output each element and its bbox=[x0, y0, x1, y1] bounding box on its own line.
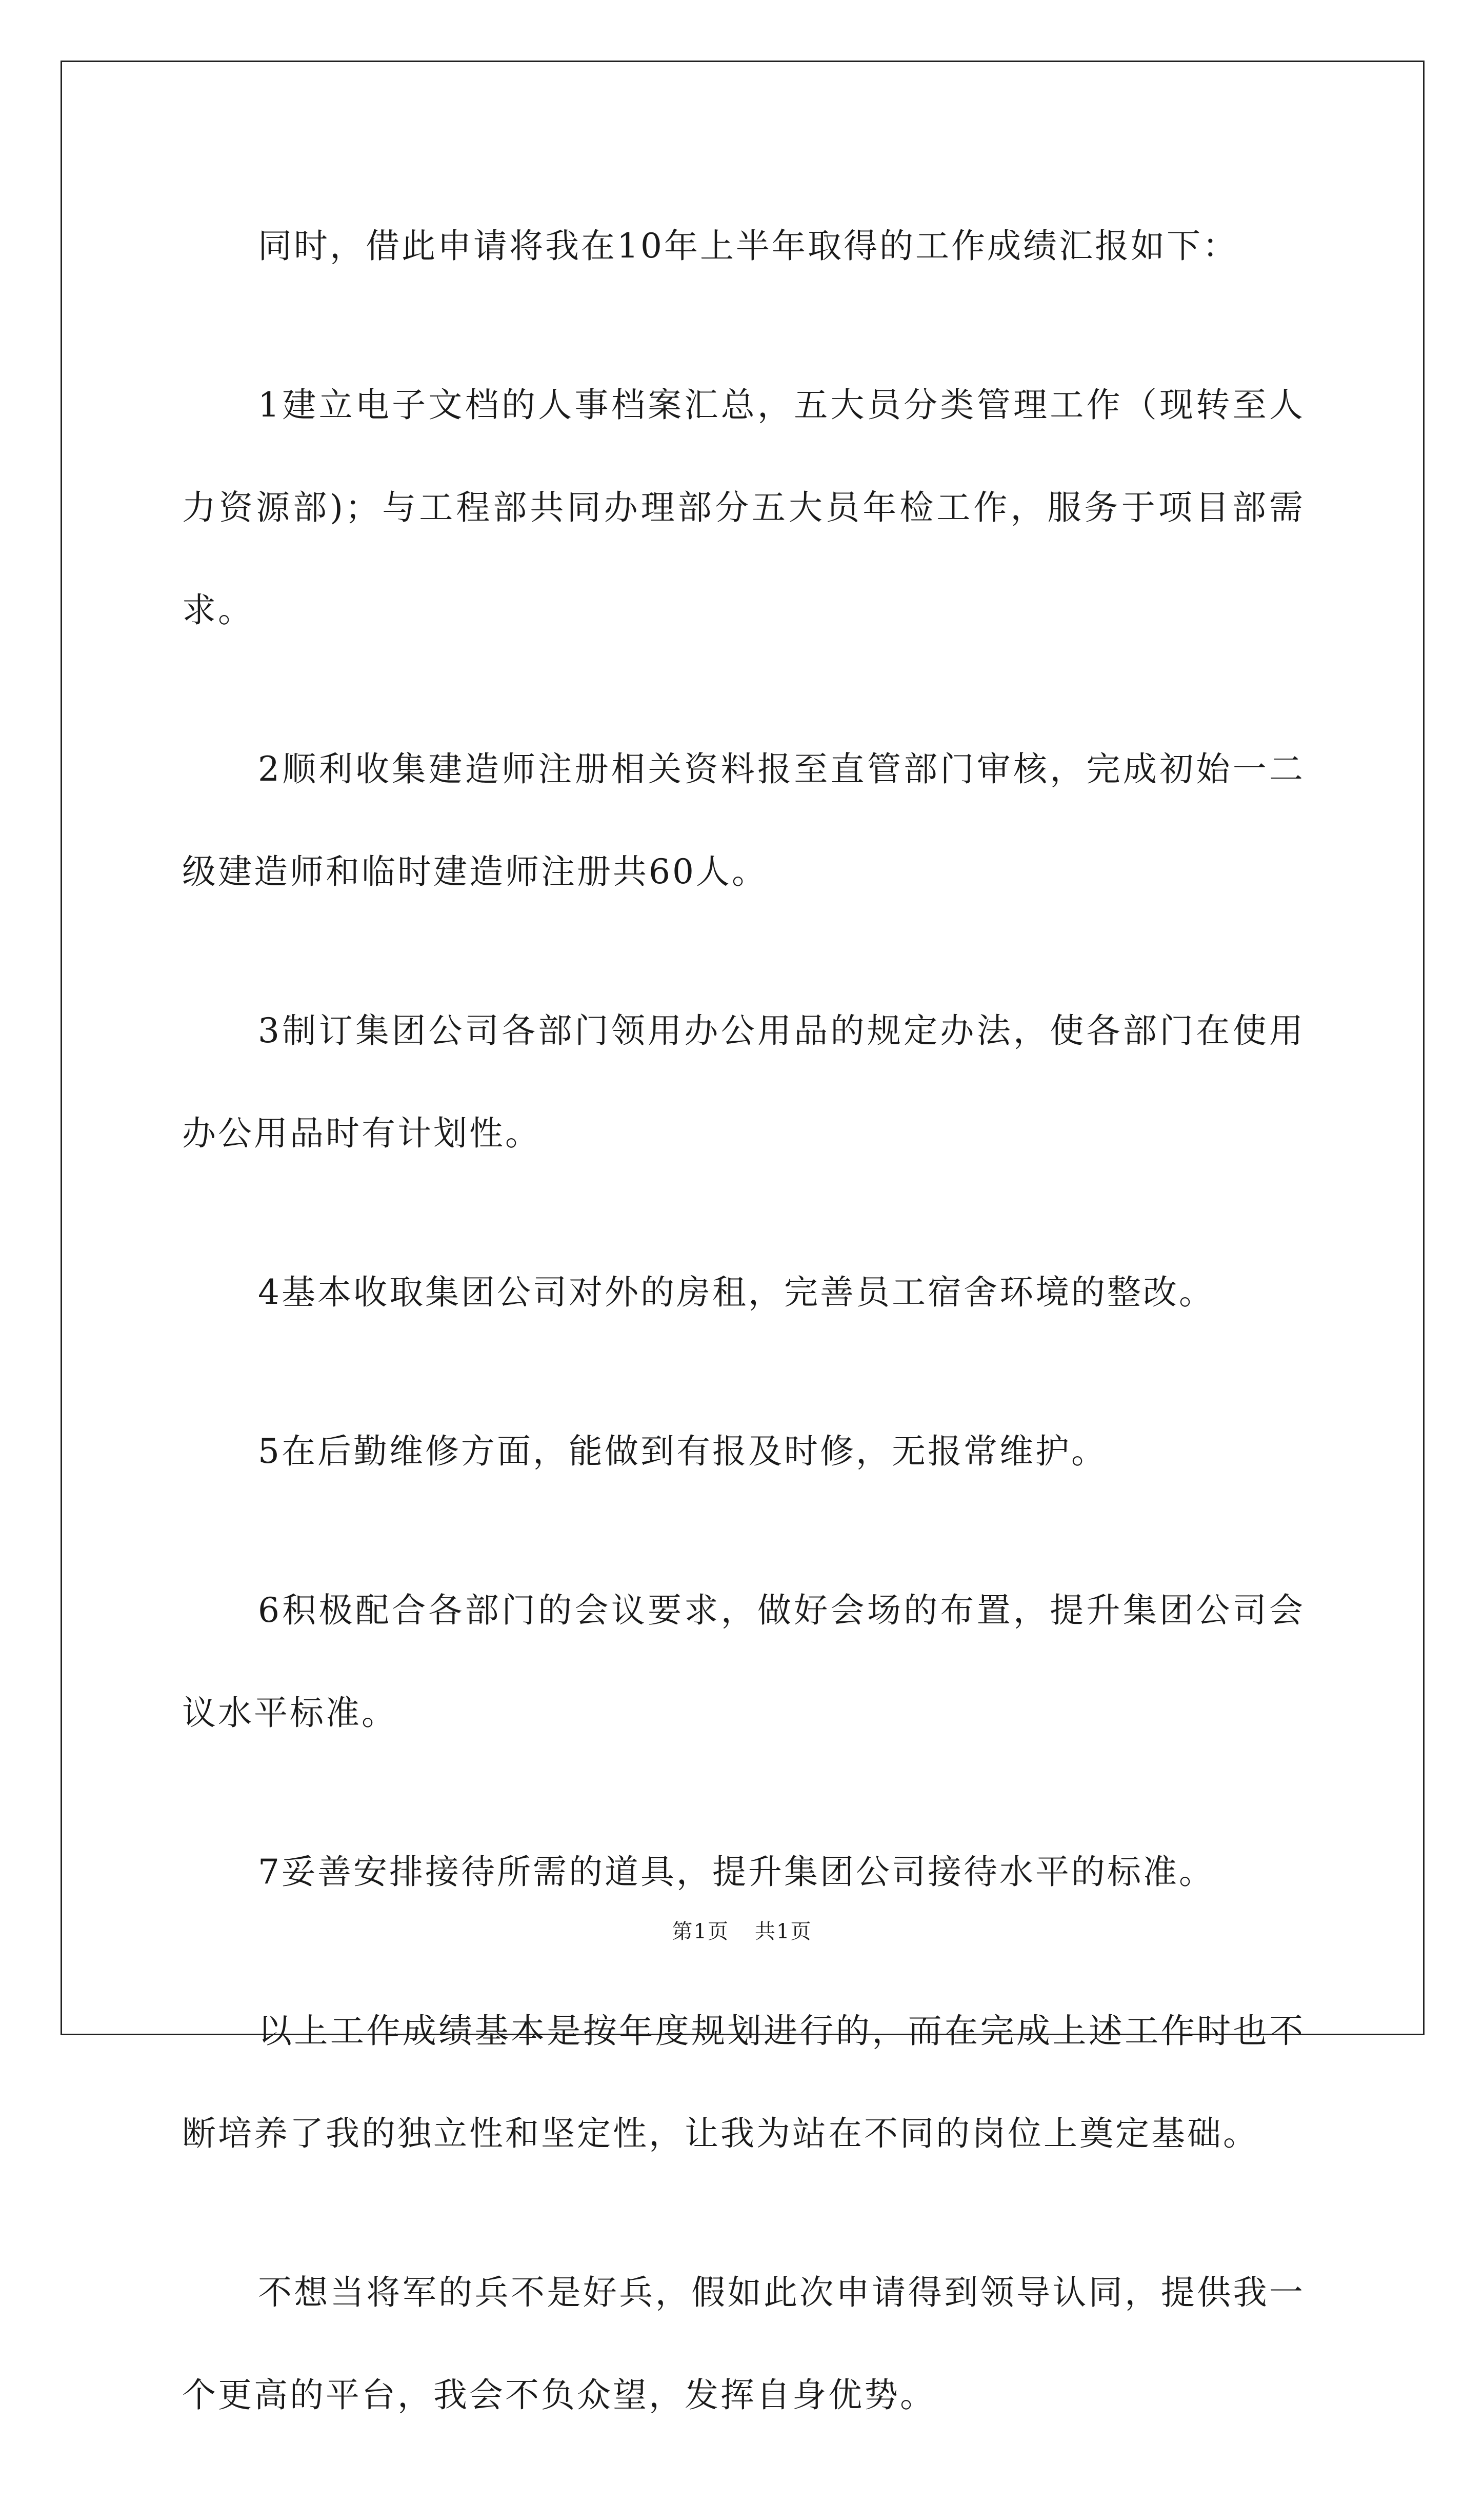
paragraph-8: 7妥善安排接待所需的道具，提升集团公司接待水平的标准。 bbox=[258, 1852, 1215, 1892]
paragraph-5: 4基本收取集团公司对外的房租，完善员工宿舍环境的整改。 bbox=[258, 1273, 1215, 1312]
paragraph-10: 不想当将军的兵不是好兵，假如此次申请得到领导认同，提供我一个更高的平台，我会不负众望，发挥自身优势。 bbox=[182, 2273, 1305, 2415]
paragraph-6: 5在后勤维修方面，能做到有报及时修，无报常维护。 bbox=[258, 1432, 1107, 1471]
page-footer bbox=[0, 1916, 1484, 1947]
paragraph-9: 以上工作成绩基本是按年度规划进行的，而在完成上述工作时也不断培养了我的独立性和坚定性，让我为站在不同的岗位上奠定基础。 bbox=[182, 2011, 1305, 2153]
paragraph-1: 同时，借此申请将我在10年上半年取得的工作成绩汇报如下： bbox=[258, 226, 1238, 266]
document-body bbox=[182, 195, 1305, 2503]
paragraph-7: 6积极配合各部门的会议要求，做好会场的布置，提升集团公司会议水平标准。 bbox=[182, 1591, 1305, 1733]
paragraph-2: 1建立电子文档的人事档案汇总，五大员分类管理工作（现转至人力资源部)；与工程部共同办理部分五大员年检工作，服务于项目部需求。 bbox=[182, 385, 1305, 630]
paragraph-4: 3制订集团公司各部门领用办公用品的规定办法，使各部门在使用办公用品时有计划性。 bbox=[182, 1011, 1305, 1153]
paragraph-3: 2顺利收集建造师注册相关资料报至直管部门审核，完成初始一二级建造师和临时建造师注册共60人。 bbox=[182, 749, 1305, 891]
page-number-current: 第1页 bbox=[672, 1920, 729, 1943]
page-number-total: 共1页 bbox=[755, 1920, 812, 1943]
